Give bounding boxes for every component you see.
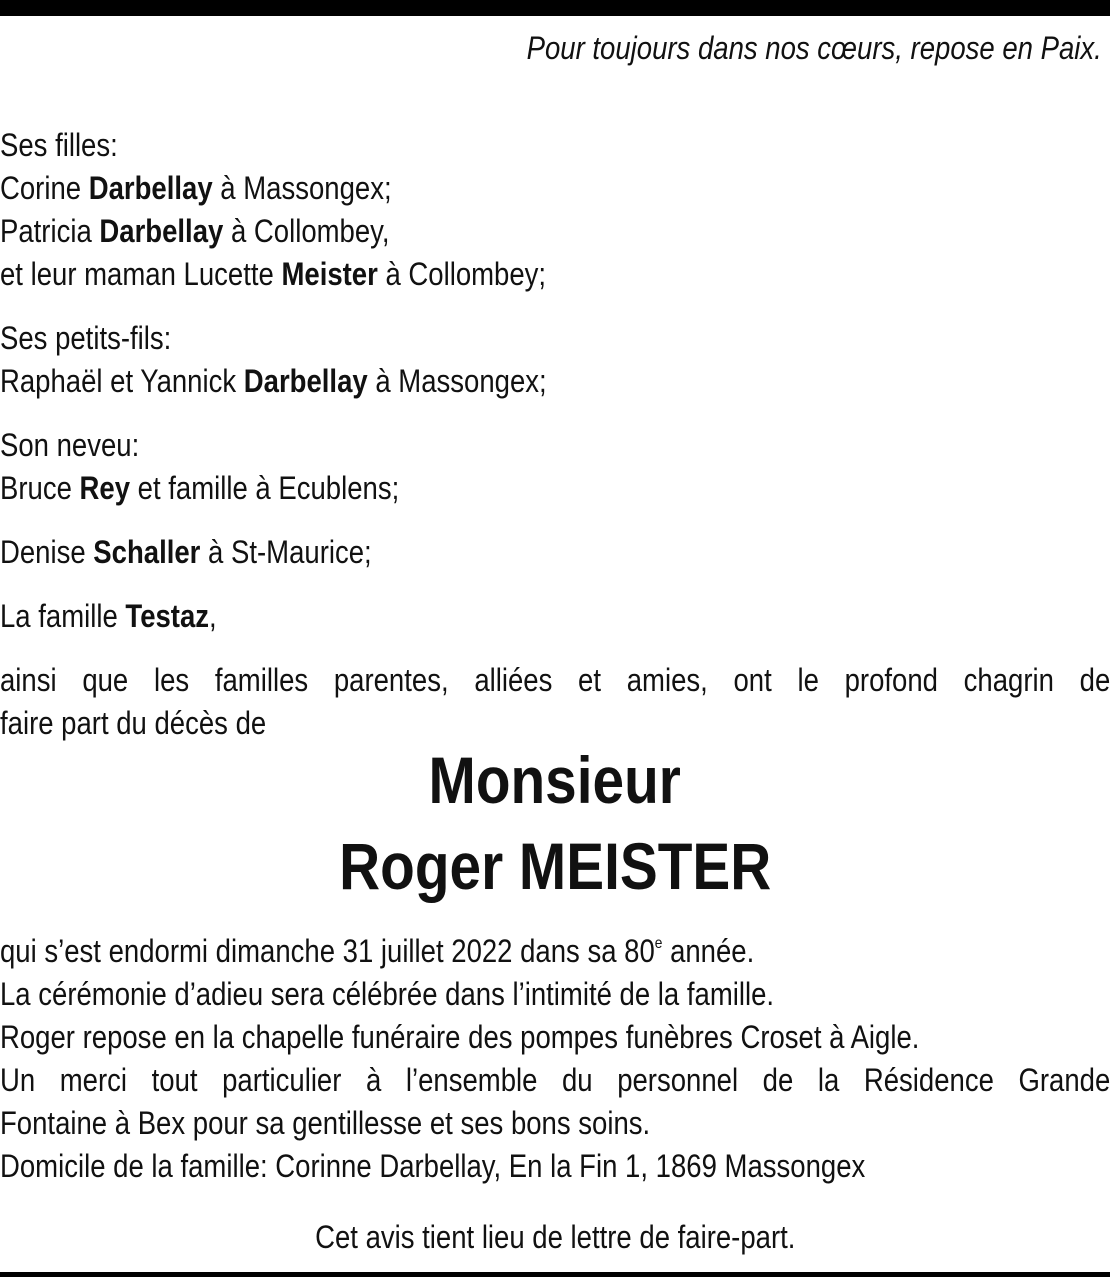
details-justified	[0, 1059, 1110, 1145]
daughters-heading: Ses filles:	[0, 127, 118, 163]
family-line: Bruce Rey et famille à Ecublens;	[0, 470, 400, 506]
deceased-name: Roger MEISTER	[338, 829, 772, 903]
family-line: Denise Schaller à St-Maurice;	[0, 534, 372, 570]
announcement-line-2: faire part du décès de	[0, 705, 267, 741]
top-rule	[0, 0, 1110, 16]
details-line: Un merci tout particulier à l’ensemble du personnel de la Résidence Grande	[0, 1062, 1110, 1098]
closing-note: Cet avis tient lieu de lettre de faire-part.	[314, 1219, 796, 1255]
details-line: Fontaine à Bex pour sa gentillesse et ses bons soins.	[0, 1105, 651, 1141]
family-line: Patricia Darbellay à Collombey,	[0, 213, 390, 249]
family-line: et leur maman Lucette Meister à Collombey;	[0, 256, 547, 292]
details-line: La cérémonie d’adieu sera célébrée dans l’intimité de la famille.	[0, 976, 775, 1012]
family-line: La famille Testaz,	[0, 598, 217, 634]
details-line: Roger repose en la chapelle funéraire des pompes funèbres Croset à Aigle.	[0, 1019, 920, 1055]
announcement-line-1: ainsi que les familles parentes, alliées et amies, ont le profond chagrin de	[0, 662, 1110, 698]
deceased-name-block	[0, 737, 1110, 909]
family-line: Corine Darbellay à Massongex;	[0, 170, 392, 206]
details-line: qui s’est endormi dimanche 31 juillet 2022 dans sa 80e année.	[0, 933, 755, 969]
family-address: Domicile de la famille: Corinne Darbellay, En la Fin 1, 1869 Massongex	[0, 1148, 866, 1184]
nephew-heading: Son neveu:	[0, 427, 140, 463]
bottom-rule	[0, 1272, 1110, 1277]
deceased-title: Monsieur	[428, 743, 682, 817]
grandsons-heading: Ses petits-fils:	[0, 320, 172, 356]
motto: Pour toujours dans nos cœurs, repose en Paix.	[526, 30, 1102, 66]
announcement	[0, 659, 1110, 745]
family-line: Raphaël et Yannick Darbellay à Massongex;	[0, 363, 547, 399]
